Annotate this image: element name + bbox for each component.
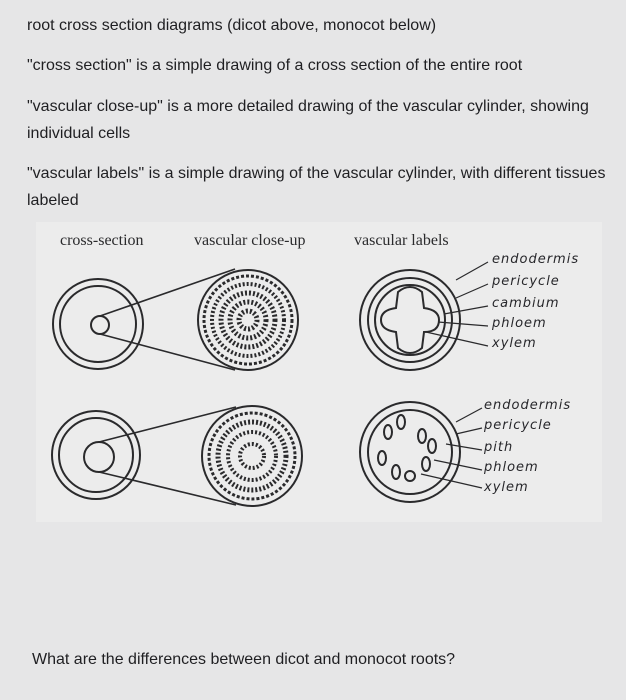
monocot-connector-top [99, 407, 236, 442]
header-cross-section: cross-section [60, 232, 144, 249]
monocot-label-xylem: xylem [484, 480, 529, 495]
dicot-label-phloem: phloem [492, 316, 547, 331]
monocot-label-pericycle: pericycle [484, 418, 552, 433]
monocot-label-endodermis: endodermis [484, 398, 572, 413]
dicot-cross-section [53, 279, 143, 369]
dicot-label-xylem: xylem [492, 336, 537, 351]
cross-section-description: "cross section" is a simple drawing of a cross section of the entire root [27, 57, 523, 74]
root-cross-section-figure [36, 222, 602, 522]
monocot-vascular-close-up [202, 406, 302, 506]
dicot-label-pericycle: pericycle [492, 274, 560, 289]
question-text: What are the differences between dicot and monocot roots? [32, 651, 456, 668]
monocot-cross-section [52, 411, 140, 499]
dicot-label-endodermis: endodermis [492, 252, 580, 267]
monocot-vascular-labels-diagram [360, 402, 460, 502]
root-diagram-drawing [36, 222, 602, 522]
vascular-labels-description: "vascular labels" is a simple drawing of the vascular cylinder, with different tissues labeled [27, 165, 606, 209]
header-vascular-labels: vascular labels [354, 232, 449, 249]
dicot-label-cambium: cambium [492, 296, 560, 311]
vascular-close-up-description: "vascular close-up" is a more detailed drawing of the vascular cylinder, showing individual cells [27, 98, 589, 142]
dicot-vascular-close-up [198, 270, 298, 370]
monocot-label-phloem: phloem [484, 460, 539, 475]
dicot-vascular-labels-diagram [360, 270, 460, 370]
dicot-connector-bottom [100, 334, 235, 370]
monocot-label-pith: pith [484, 440, 514, 455]
intro-paragraph: root cross section diagrams (dicot above, monocot below) [27, 17, 437, 34]
header-vascular-close-up: vascular close-up [194, 232, 306, 249]
